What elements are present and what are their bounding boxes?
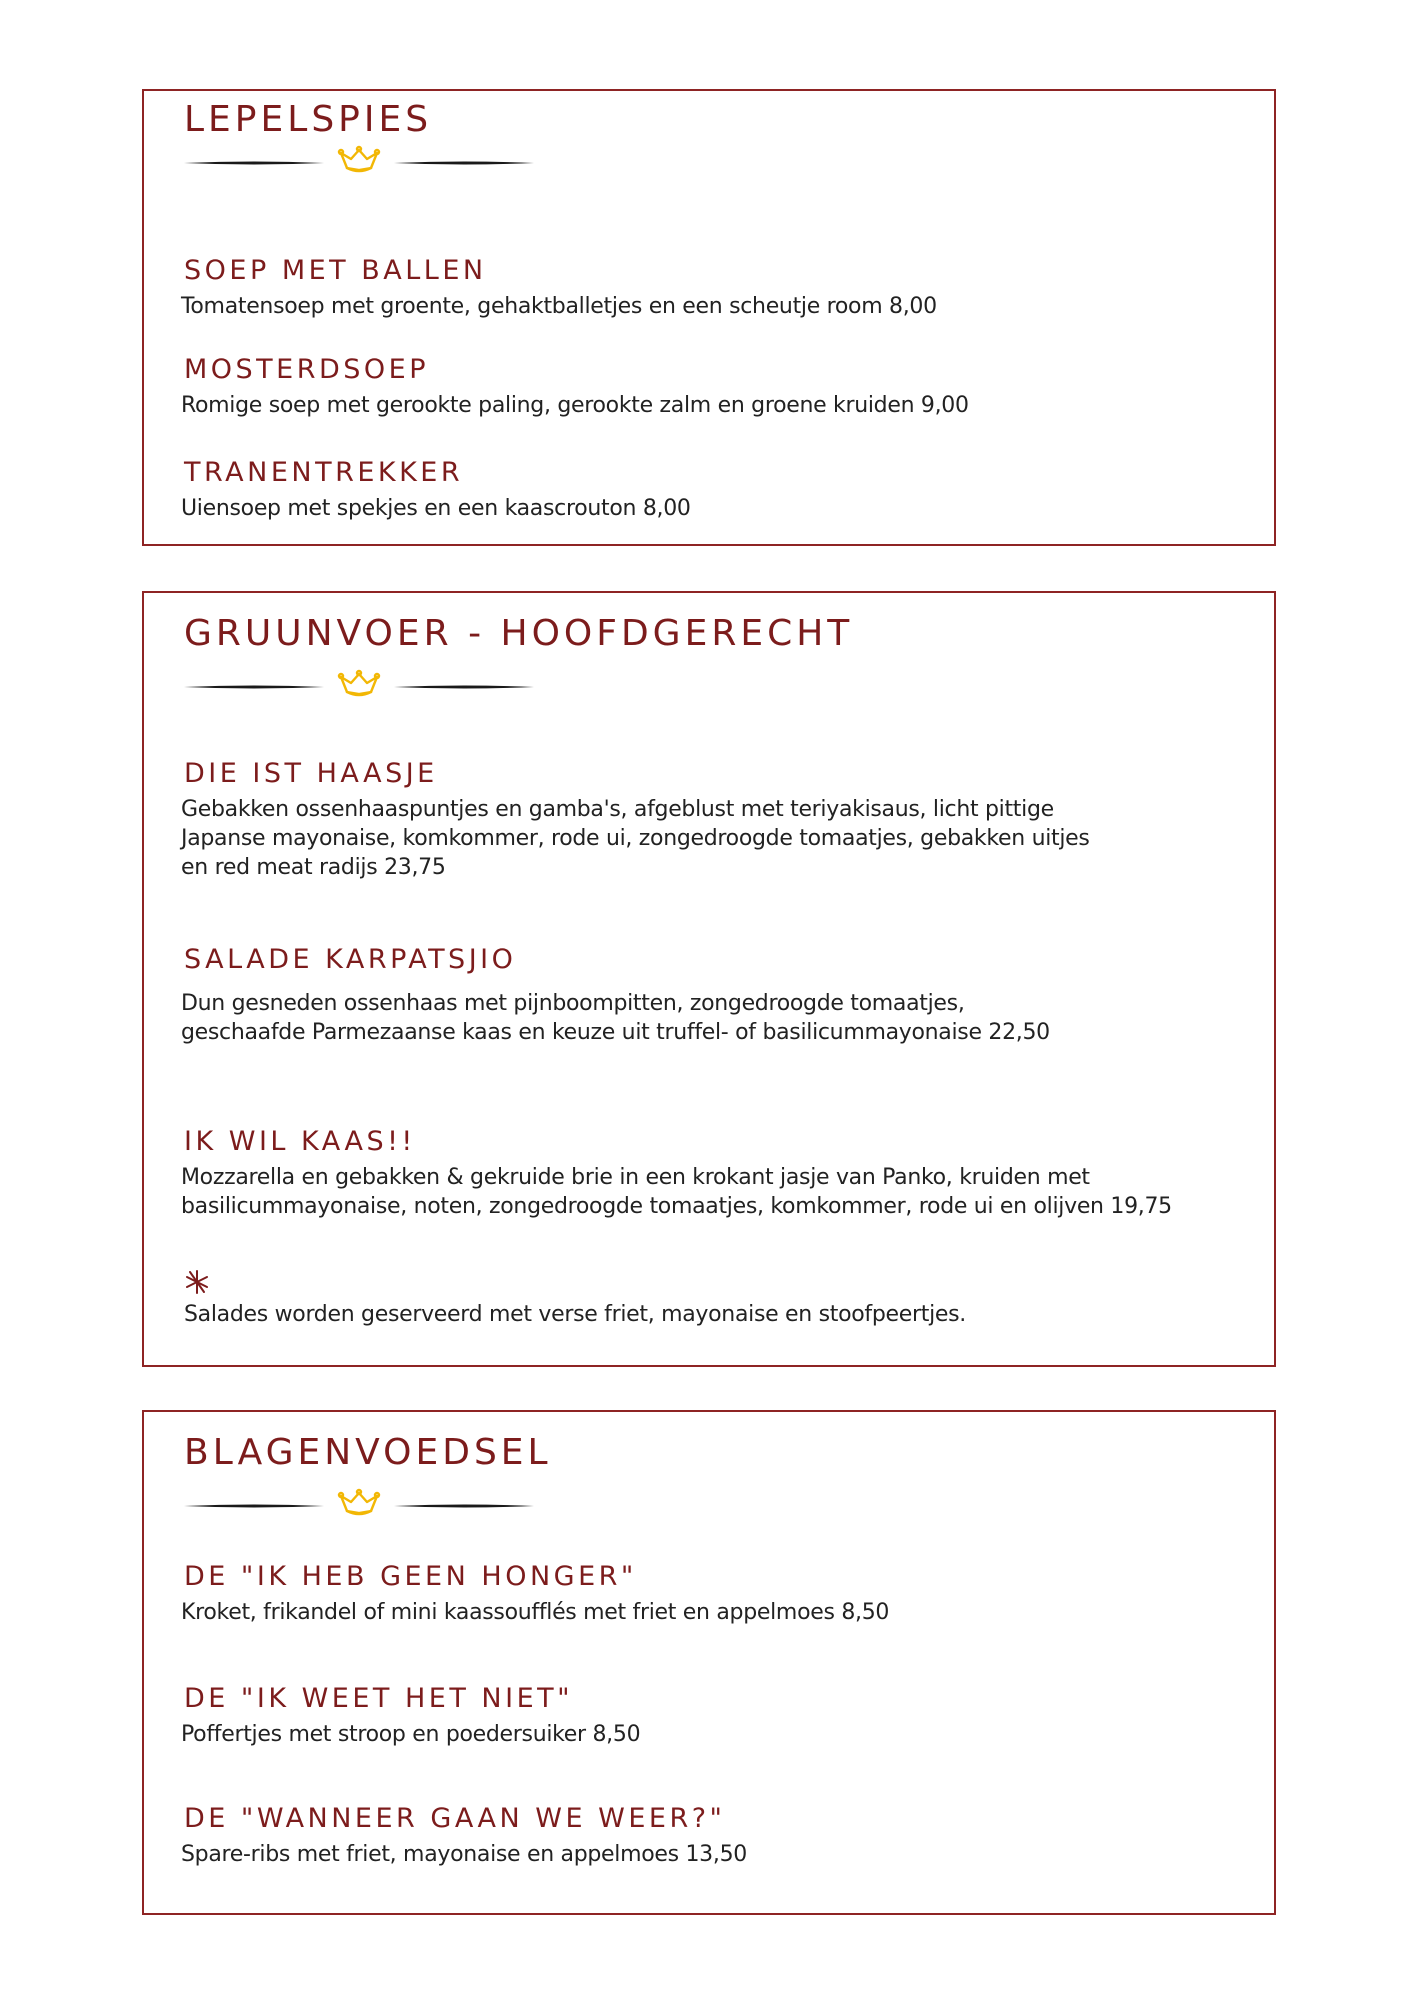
menu-item-name: DE "WANNEER GAAN WE WEER?" xyxy=(184,1803,726,1834)
crown-divider-icon xyxy=(184,667,544,707)
crown-divider-icon xyxy=(184,143,544,183)
menu-item-description: Uiensoep met spekjes en een kaascrouton 8,00 xyxy=(181,496,691,521)
menu-item-description: Romige soep met gerookte paling, gerookte zalm en groene kruiden 9,00 xyxy=(181,393,969,418)
menu-item-name: SOEP MET BALLEN xyxy=(184,255,487,286)
section-title: BLAGENVOEDSEL xyxy=(184,1432,552,1473)
serving-note: Salades worden geserveerd met verse friet, mayonaise en stoofpeertjes. xyxy=(184,1302,966,1327)
menu-item-name: DE "IK WEET HET NIET" xyxy=(184,1683,574,1714)
menu-section-blagenvoedsel xyxy=(142,1410,1276,1915)
menu-item xyxy=(181,1802,1244,1869)
menu-section-lepelspies xyxy=(142,89,1276,546)
menu-item-name: MOSTERDSOEP xyxy=(184,354,430,385)
menu-item-name: DE "IK HEB GEEN HONGER" xyxy=(184,1561,637,1592)
menu-item xyxy=(181,456,1244,523)
menu-item-description: Gebakken ossenhaaspuntjes en gamba's, afgeblust met teriyakisaus, licht pittige Japanse mayonaise, komkommer, rode ui, zongedroogde tomaatjes, gebakken uitjes en red meat radijs 23,75 xyxy=(181,797,1090,880)
menu-item-description: Mozzarella en gebakken & gekruide brie in een krokant jasje van Panko, kruiden met basilicummayonaise, noten, zongedroogde tomaatjes, komkommer, rode ui en olijven 19,75 xyxy=(181,1165,1172,1219)
crown-divider-icon xyxy=(184,1486,544,1526)
menu-item-description: Tomatensoep met groente, gehaktballetjes en een scheutje room 8,00 xyxy=(181,294,937,319)
menu-item-name: SALADE KARPATSJIO xyxy=(184,944,517,975)
menu-section-gruunvoer xyxy=(142,591,1276,1367)
menu-item xyxy=(181,1682,1244,1749)
menu-item xyxy=(181,757,1244,882)
menu-item xyxy=(181,943,1244,1047)
menu-item xyxy=(181,353,1244,420)
menu-item xyxy=(181,254,1244,321)
menu-item-name: TRANENTREKKER xyxy=(184,457,464,488)
menu-item-name: IK WIL KAAS!! xyxy=(184,1126,416,1157)
asterisk-icon xyxy=(184,1269,210,1295)
section-title: LEPELSPIES xyxy=(184,99,433,140)
menu-item-description: Dun gesneden ossenhaas met pijnboompitten, zongedroogde tomaatjes, geschaafde Parmezaanse kaas en keuze uit truffel- of basilicummayonaise 22,50 xyxy=(181,991,1050,1045)
menu-item xyxy=(181,1560,1244,1627)
menu-item-name: DIE IST HAASJE xyxy=(184,758,438,789)
menu-item-description: Kroket, frikandel of mini kaassoufflés met friet en appelmoes 8,50 xyxy=(181,1600,890,1625)
menu-item xyxy=(181,1125,1244,1221)
section-title: GRUUNVOER - HOOFDGERECHT xyxy=(184,613,854,654)
menu-item-description: Poffertjes met stroop en poedersuiker 8,50 xyxy=(181,1722,641,1747)
menu-item-description: Spare-ribs met friet, mayonaise en appelmoes 13,50 xyxy=(181,1842,747,1867)
